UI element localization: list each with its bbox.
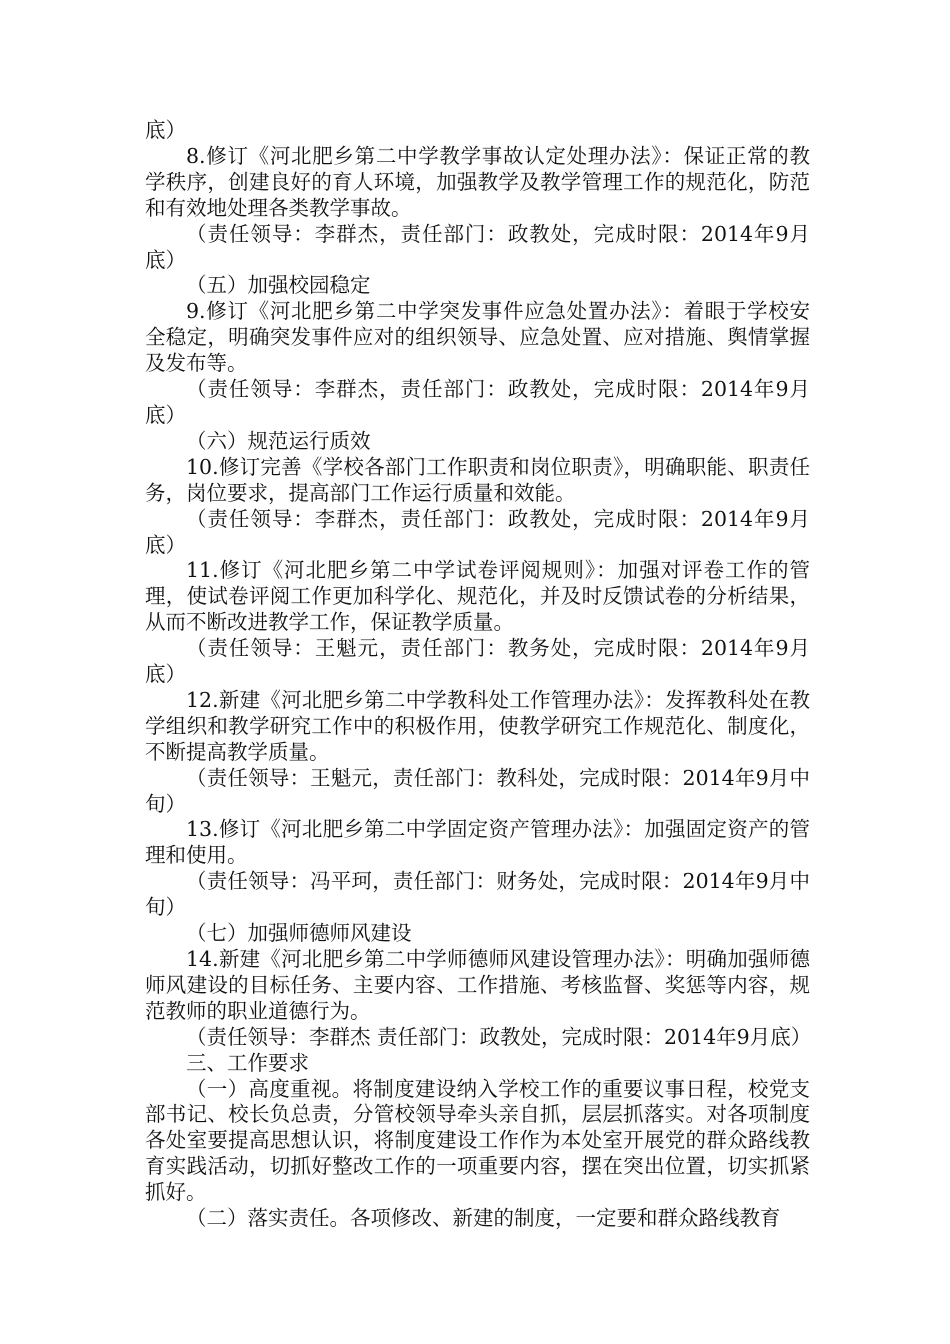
document-body [145,118,810,1232]
paragraph: （责任领导：李群杰，责任部门：政教处，完成时限：2014年9月底） [145,377,810,427]
section-heading: （五）加强校园稳定 [186,273,371,298]
paragraph: 10.修订完善《学校各部门工作职责和岗位职责》，明确职能、职责任务，岗位要求，提高部门工作运行质量和效能。 [145,454,810,505]
paragraph: （责任领导：王魁元，责任部门：教科处，完成时限：2014年9月中旬） [145,765,810,816]
section-heading: 三、工作要求 [186,1050,309,1075]
paragraph: （责任领导：冯平珂，责任部门：财务处，完成时限：2014年9月中旬） [145,869,810,920]
paragraph: 11.修订《河北肥乡第二中学试卷评阅规则》：加强对评卷工作的管理，使试卷评阅工作更加科学化、规范化，并及时反馈试卷的分析结果，从而不断改进教学工作，保证教学质量。 [145,558,810,635]
paragraph: 底） [145,118,186,142]
paragraph: 12.新建《河北肥乡第二中学教科处工作管理办法》：发挥教科处在教学组织和教学研究工作中的积极作用，使教学研究工作规范化、制度化，不断提高教学质量。 [145,687,810,764]
paragraph: 8.修订《河北肥乡第二中学教学事故认定处理办法》：保证正常的教学秩序，创建良好的育人环境，加强教学及教学管理工作的规范化，防范和有效地处理各类教学事故。 [145,143,810,220]
paragraph: （责任领导：李群杰，责任部门：政教处，完成时限：2014年9月底） [145,221,810,272]
paragraph: 14.新建《河北肥乡第二中学师德师风建设管理办法》：明确加强师德师风建设的目标任务、主要内容、工作措施、考核监督、奖惩等内容，规范教师的职业道德行为。 [145,947,810,1023]
paragraph: 9.修订《河北肥乡第二中学突发事件应急处置办法》：着眼于学校安全稳定，明确突发事件应对的组织领导、应急处置、应对措施、舆情掌握及发布等。 [145,299,810,376]
paragraph: （一）高度重视。将制度建设纳入学校工作的重要议事日程，校党支部书记、校长负总责，分管校领导牵头亲自抓，层层抓落实。对各项制度各处室要提高思想认识，将制度建设工作作为本处室开展党的群众路线教育实践活动，切抓好整改工作的一项重要内容，摆在突出位置，切实抓紧抓好。 [145,1076,810,1205]
paragraph: （责任领导：李群杰 责任部门：政教处，完成时限：2014年9月底） [186,1024,812,1049]
paragraph: 13.修订《河北肥乡第二中学固定资产管理办法》：加强固定资产的管理和使用。 [145,817,810,868]
section-heading: （六）规范运行质效 [186,428,371,453]
paragraph: （二）落实责任。各项修改、新建的制度，一定要和群众路线教育 [186,1206,781,1231]
section-heading: （七）加强师德师风建设 [186,921,412,946]
paragraph: （责任领导：王魁元，责任部门：教务处，完成时限：2014年9月底） [145,636,810,687]
paragraph: （责任领导：李群杰，责任部门：政教处，完成时限：2014年9月底） [145,506,810,557]
